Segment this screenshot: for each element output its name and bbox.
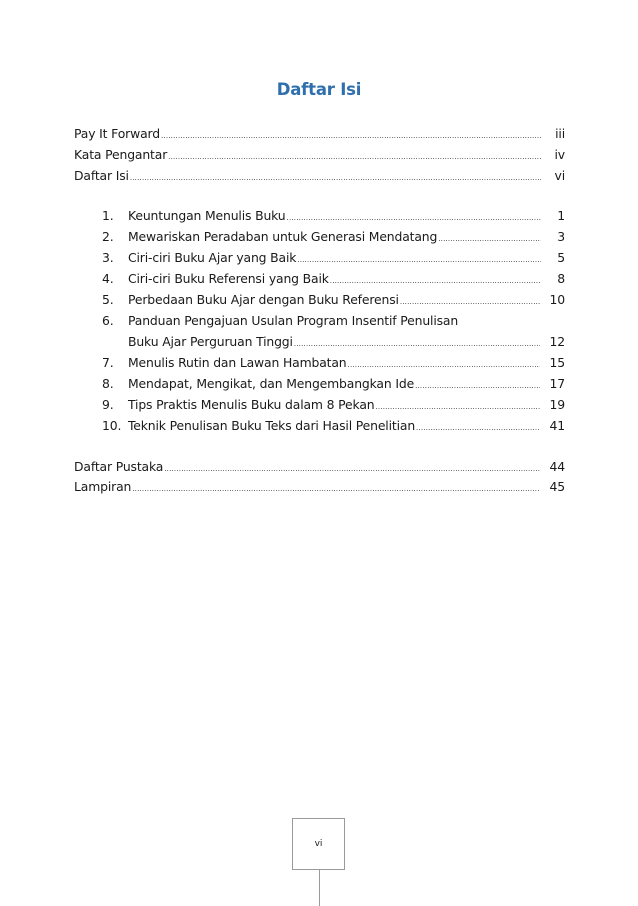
dot-leader: [132, 480, 539, 499]
chapter-number: 2.: [102, 229, 114, 244]
toc-entry-label: Mewariskan Peradaban untuk Generasi Mendatang: [128, 229, 438, 244]
footer-divider-line: [319, 870, 320, 906]
toc-entry-label: Teknik Penulisan Buku Teks dari Hasil Penelitian: [128, 418, 416, 433]
toc-entry-page: 19: [549, 397, 565, 412]
toc-entry-label: Perbedaan Buku Ajar dengan Buku Referensi: [128, 292, 399, 307]
chapter-number: 3.: [102, 250, 114, 265]
toc-entry-chapter-1[interactable]: [102, 206, 565, 228]
toc-entry-label: Daftar Pustaka: [74, 459, 164, 474]
toc-entry-label: Tips Praktis Menulis Buku dalam 8 Pekan: [128, 397, 375, 412]
toc-entry-page: 45: [549, 479, 565, 494]
page-title: Daftar Isi: [276, 80, 362, 99]
toc-entry-label: Panduan Pengajuan Usulan Program Insentif Penulisan: [128, 313, 459, 328]
toc-entry-chapter-6[interactable]: [102, 332, 565, 354]
toc-entry-lampiran[interactable]: [74, 477, 565, 499]
toc-entry-page: vi: [554, 168, 565, 183]
toc-entry-chapter-9[interactable]: [102, 395, 565, 417]
dot-leader: [168, 148, 541, 167]
toc-entry-page: 1: [557, 208, 565, 223]
footer-page-number-box: [292, 818, 345, 870]
toc-entry-label: Lampiran: [74, 479, 132, 494]
toc-entry-chapter-4[interactable]: [102, 269, 565, 291]
toc-entry-page: 41: [549, 418, 565, 433]
toc-entry-page: 17: [549, 376, 565, 391]
toc-entry-page: iii: [555, 126, 565, 141]
toc-entry-page: iv: [554, 147, 565, 162]
chapter-number: 1.: [102, 208, 114, 223]
toc-entry-label: Menulis Rutin dan Lawan Hambatan: [128, 355, 347, 370]
dot-leader: [348, 356, 540, 375]
dot-leader: [294, 335, 540, 354]
toc-entry-page: 3: [557, 229, 565, 244]
footer-page-number: vi: [314, 839, 323, 849]
toc-entry-daftar-isi[interactable]: [74, 166, 565, 188]
dot-leader: [375, 398, 539, 417]
chapter-number: 9.: [102, 397, 114, 412]
dot-leader: [330, 272, 541, 291]
toc-entry-label: Buku Ajar Perguruan Tinggi: [128, 334, 293, 349]
dot-leader: [130, 169, 541, 188]
dot-leader: [287, 209, 541, 228]
toc-entry-label: Keuntungan Menulis Buku: [128, 208, 286, 223]
toc-entry-page: 15: [549, 355, 565, 370]
toc-entry-pay-it-forward[interactable]: [74, 124, 565, 146]
dot-leader: [161, 127, 541, 146]
toc-entry-chapter-8[interactable]: [102, 374, 565, 396]
chapter-number: 5.: [102, 292, 114, 307]
toc-entry-chapter-2[interactable]: [102, 227, 565, 249]
toc-entry-page: 10: [549, 292, 565, 307]
toc-entry-label: Ciri-ciri Buku Referensi yang Baik: [128, 271, 329, 286]
toc-entry-label: Ciri-ciri Buku Ajar yang Baik: [128, 250, 297, 265]
toc-entry-chapter-10[interactable]: [102, 416, 565, 438]
toc-entry-page: 5: [557, 250, 565, 265]
toc-entry-page: 8: [557, 271, 565, 286]
toc-entry-daftar-pustaka[interactable]: [74, 457, 565, 479]
chapter-number: 10.: [102, 418, 122, 433]
dot-leader: [400, 293, 540, 312]
chapter-number: 8.: [102, 376, 114, 391]
toc-entry-chapter-6-line1[interactable]: [102, 311, 565, 330]
dot-leader: [416, 419, 539, 438]
toc-entry-kata-pengantar[interactable]: [74, 145, 565, 167]
dot-leader: [415, 377, 539, 396]
toc-entry-label: Daftar Isi: [74, 168, 129, 183]
toc-entry-label: Mendapat, Mengikat, dan Mengembangkan Ide: [128, 376, 415, 391]
dot-leader: [297, 251, 541, 270]
toc-entry-chapter-7[interactable]: [102, 353, 565, 375]
toc-entry-page: 12: [549, 334, 565, 349]
toc-entry-chapter-3[interactable]: [102, 248, 565, 270]
chapter-number: 6.: [102, 313, 114, 328]
toc-entry-label: Pay It Forward: [74, 126, 160, 141]
chapter-number: 4.: [102, 271, 114, 286]
toc-entry-chapter-5[interactable]: [102, 290, 565, 312]
toc-entry-label: Kata Pengantar: [74, 147, 168, 162]
dot-leader: [438, 230, 541, 249]
toc-entry-page: 44: [549, 459, 565, 474]
chapter-number: 7.: [102, 355, 114, 370]
